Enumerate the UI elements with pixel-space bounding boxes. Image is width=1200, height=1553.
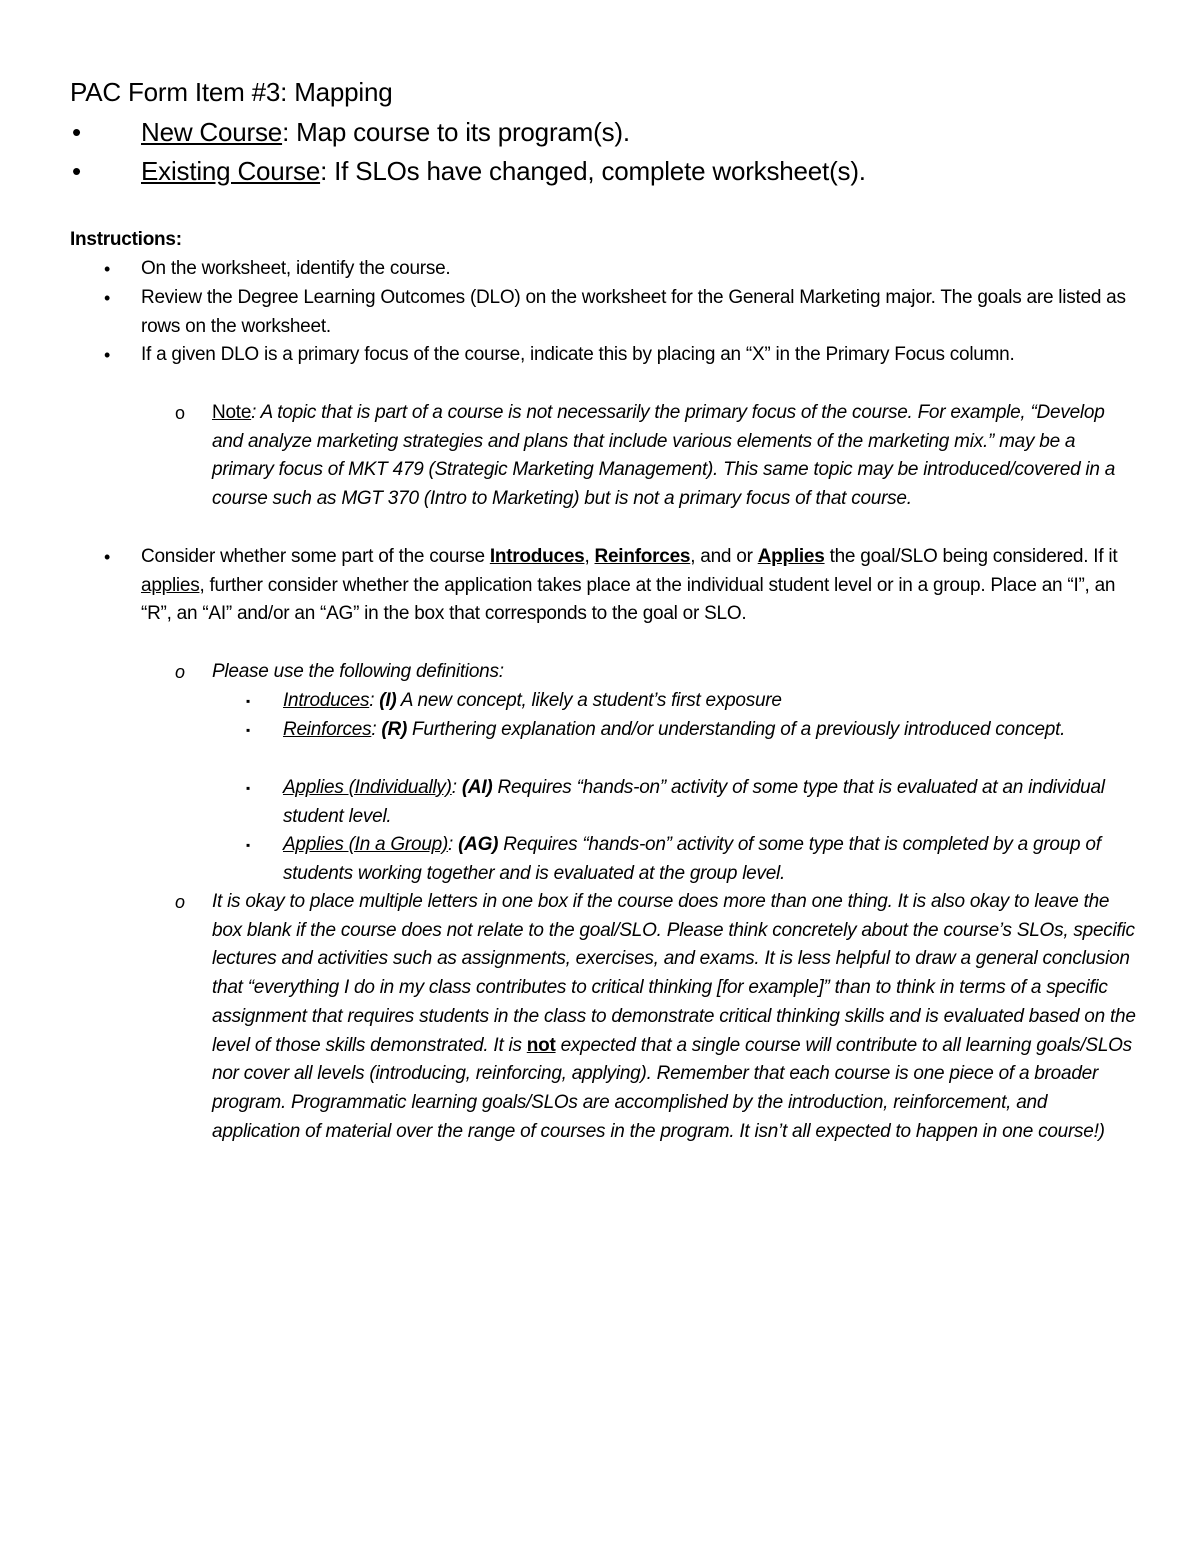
item4-text: , bbox=[584, 546, 595, 567]
bullet-icon: • bbox=[72, 156, 82, 186]
definition-introduces: Introduces: (I) A new concept, likely a student’s first exposure bbox=[283, 690, 782, 711]
new-course-line bbox=[141, 115, 630, 149]
item4-text: the goal/SLO being considered. If it bbox=[824, 546, 1118, 567]
definition-text: Requires “hands-on” activity of some type that is evaluated at an individual student level. bbox=[283, 777, 1105, 827]
instruction-item-1: On the worksheet, identify the course. bbox=[141, 258, 451, 279]
bullet-icon: • bbox=[72, 117, 82, 147]
square-bullet-icon: ▪ bbox=[246, 694, 251, 708]
definition-code: (AI) bbox=[461, 777, 493, 798]
item4-text: , and or bbox=[690, 546, 758, 567]
definition-text: Furthering explanation and/or understanding of a previously introduced concept. bbox=[407, 719, 1066, 740]
definition-code: (R) bbox=[381, 719, 408, 740]
existing-course-line bbox=[141, 154, 866, 188]
instruction-item-2: Review the Degree Learning Outcomes (DLO) on the worksheet for the General Marketing major. The goals are listed as rows on the worksheet. bbox=[141, 287, 1126, 337]
note-text: : A topic that is part of a course is not necessarily the primary focus of the course. For example, “Develop and analyze marketing strategies and plans that include various elements of the marketing mix.” may be a primary focus of MKT 479 (Strategic Marketing Management). This same topic may be introduced/covered in a course such as MGT 370 (Intro to Marketing) but is not a primary focus of that course. bbox=[212, 402, 1116, 510]
circle-bullet-icon: o bbox=[175, 403, 186, 423]
existing-course-text: : If SLOs have changed, complete worksheet(s). bbox=[320, 156, 866, 186]
square-bullet-icon: ▪ bbox=[246, 781, 251, 795]
definitions-intro: Please use the following definitions: bbox=[212, 661, 504, 682]
definition-applies-individually: Applies (Individually): (AI) Requires “hands-on” activity of some type that is evaluated at an individual student level. bbox=[283, 777, 1105, 827]
definition-term: Introduces bbox=[283, 690, 370, 711]
definition-code: (AG) bbox=[458, 834, 499, 855]
definition-text: Requires “hands-on” activity of some type that is completed by a group of students working together and is evaluated at the group level. bbox=[283, 834, 1101, 884]
instruction-item-3: If a given DLO is a primary focus of the course, indicate this by placing an “X” in the Primary Focus column. bbox=[141, 344, 1015, 365]
okay-paragraph bbox=[212, 888, 1137, 1146]
definition-reinforces: Reinforces: (R) Furthering explanation and/or understanding of a previously introduced concept. bbox=[283, 719, 1066, 740]
okay-text: expected that a single course will contribute to all learning goals/SLOs nor cover all levels (introducing, reinforcing, applying). Remember that each course is one piece of a broader program. Programmatic learning goals/SLOs are accomplished by the introduction, reinforcement, and application of material over the range of courses in the program. It isn’t all expected to happen in one course!) bbox=[212, 1034, 1132, 1142]
definition-applies-group: Applies (In a Group): (AG) Requires “hands-on” activity of some type that is completed by a group of students working together and is evaluated at the group level. bbox=[283, 834, 1101, 884]
item4-text: Consider whether some part of the course bbox=[141, 546, 490, 567]
definition-term: Reinforces bbox=[283, 719, 372, 740]
bullet-icon: • bbox=[104, 259, 111, 279]
applies-lower-term: applies bbox=[141, 574, 200, 596]
definition-term: Applies (In a Group) bbox=[283, 834, 449, 855]
definition-text: A new concept, likely a student’s first exposure bbox=[396, 690, 782, 711]
square-bullet-icon: ▪ bbox=[246, 838, 251, 852]
instruction-item-4 bbox=[141, 543, 1131, 629]
bullet-icon: • bbox=[104, 345, 111, 365]
existing-course-label: Existing Course bbox=[141, 156, 321, 186]
bullet-icon: • bbox=[104, 288, 111, 308]
introduces-term: Introduces bbox=[489, 546, 585, 567]
circle-bullet-icon: o bbox=[175, 892, 186, 912]
circle-bullet-icon: o bbox=[175, 662, 186, 682]
new-course-text: : Map course to its program(s). bbox=[282, 117, 630, 147]
reinforces-term: Reinforces bbox=[594, 546, 691, 567]
note-paragraph bbox=[212, 399, 1137, 514]
item4-text: , further consider whether the application takes place at the individual student level or in a group. Place an “I”, an “R”, an “AI” and/or an “AG” in the box that corresponds to the goal or SLO. bbox=[141, 574, 1116, 625]
new-course-label: New Course bbox=[141, 117, 283, 147]
bullet-icon: • bbox=[104, 547, 111, 567]
definition-term: Applies (Individually) bbox=[283, 777, 452, 798]
note-label: Note bbox=[212, 402, 252, 423]
instructions-label: Instructions: bbox=[70, 229, 182, 250]
applies-term: Applies bbox=[757, 546, 825, 567]
not-emphasis: not bbox=[526, 1034, 556, 1056]
okay-text: It is okay to place multiple letters in one box if the course does more than one thing. It is also okay to leave the box blank if the course does not relate to the goal/SLO. Please think concretely about the course’s SLOs, specific lectures and activities such as assignments, exercises, and exams. It is less helpful to draw a general conclusion that “everything I do in my class contributes to critical thinking [for example]” than to think in terms of a specific assignment that requires students in the class to demonstrate critical thinking skills and is evaluated based on the level of those skills demonstrated. It is bbox=[212, 891, 1136, 1056]
square-bullet-icon: ▪ bbox=[246, 723, 251, 737]
definition-code: (I) bbox=[379, 690, 397, 711]
page-title: PAC Form Item #3: Mapping bbox=[70, 77, 393, 107]
